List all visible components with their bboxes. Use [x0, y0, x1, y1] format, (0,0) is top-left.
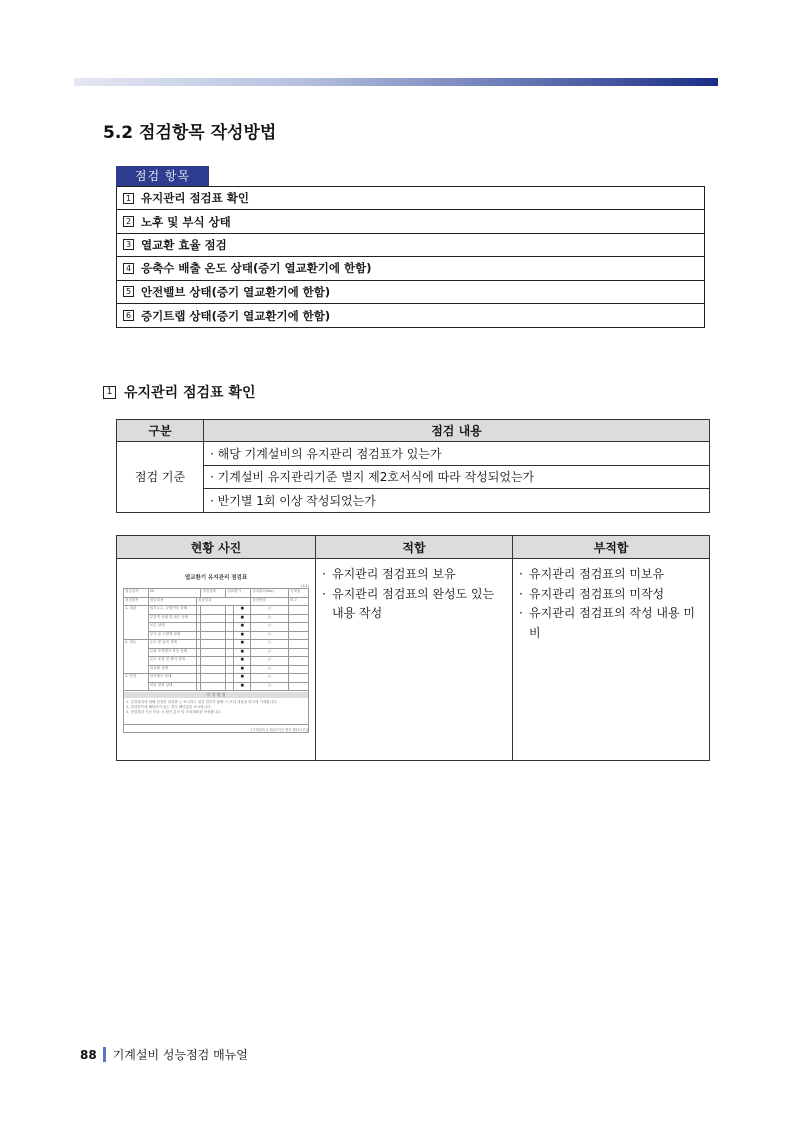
fit-criteria-cell [316, 559, 513, 761]
mini-blank-cell [226, 606, 234, 615]
mini-blank-cell [201, 674, 226, 683]
unfit-item [519, 565, 705, 585]
bullet-dot: · [519, 586, 523, 601]
subsection-title [103, 382, 255, 402]
item-label: 증기트랩 상태(증기 열교환기에 한함) [141, 308, 331, 323]
eval-header-unfit: 부적합 [513, 536, 710, 559]
mini-blank-cell [201, 640, 226, 649]
mini-blank-cell [201, 657, 226, 666]
mini-instruction-line: 2. 점검항목에 해당되지 않는 경우 해당없음 표시합니다. [126, 705, 212, 709]
mini-row-label: 유량 조정밸브 작동 상태 [148, 648, 196, 657]
mini-blank-cell [226, 640, 234, 649]
manual-title: 기계설비 성능점검 매뉴얼 [112, 1048, 248, 1062]
mini-note-cell [289, 606, 309, 615]
unfit-item-text: 유지관리 점검표의 미작성 [529, 586, 665, 601]
footer-divider [103, 1047, 106, 1062]
item-number-box: 3 [123, 239, 134, 250]
mini-blank-cell [226, 657, 234, 666]
mini-header-cell: 점검설비 [201, 589, 226, 598]
mini-note-cell [289, 648, 309, 657]
mini-blank-cell [226, 614, 234, 623]
item-number-box: 6 [123, 310, 134, 321]
criteria-header-content: 점검 내용 [204, 420, 710, 442]
bullet-dot: · [519, 606, 523, 620]
criteria-header-category: 구분 [117, 420, 204, 442]
mini-blank-cell [226, 623, 234, 632]
mini-circle-mark: ○ [251, 614, 289, 623]
mini-circle-mark: ○ [251, 665, 289, 674]
header-decoration-bar [74, 78, 718, 86]
mini-note-cell [289, 640, 309, 649]
criteria-item: · 기계설비 유지관리기준 별지 제2호서식에 따라 작성되었는가 [204, 465, 710, 489]
fit-item-text: 유지관리 점검표의 완성도 있는 내용 작성 [332, 586, 495, 620]
mini-col-header: 점검내용 [148, 597, 196, 606]
item-label: 열교환 효율 점검 [141, 237, 227, 252]
mini-circle-mark: ○ [251, 606, 289, 615]
criteria-item: · 해당 기계설비의 유지관리 점검표가 있는가 [204, 442, 710, 466]
mini-checked-mark: ■ [234, 665, 251, 674]
mini-row-label: 온도 조절 및 센서 상태 [148, 657, 196, 666]
bullet-dot: · [322, 586, 326, 601]
unfit-item [519, 585, 705, 605]
mini-form-instructions-title: 작 성 방 법 [124, 692, 308, 698]
mini-checked-mark: ■ [234, 614, 251, 623]
mini-note-cell [289, 682, 309, 691]
inspection-item [117, 304, 704, 327]
mini-row-label: 안전밸브 상태 [148, 674, 196, 683]
mini-form-page: (1/1) [300, 584, 309, 588]
mini-note-cell [289, 631, 309, 640]
inspection-item [117, 257, 704, 280]
mini-blank-cell [226, 648, 234, 657]
evaluation-table [116, 535, 710, 761]
mini-col-header: 점검결과 [196, 597, 250, 606]
inspection-item [117, 234, 704, 257]
mini-circle-mark: ○ [251, 631, 289, 640]
mini-row-label: 외부누수, 균열여부 상태 [148, 606, 196, 615]
mini-header-cell: 설치위치(No.) [251, 589, 289, 598]
page-number: 88 [80, 1047, 97, 1062]
inspection-item [117, 210, 704, 233]
criteria-table [116, 419, 710, 513]
mini-checked-mark: ■ [234, 631, 251, 640]
criteria-item: · 반기별 1회 이상 작성되었는가 [204, 489, 710, 513]
mini-blank-cell [201, 614, 226, 623]
mini-header-cell: 20 [148, 589, 201, 598]
mini-note-cell [289, 657, 309, 666]
mini-header-cell: 점검일자 [124, 589, 149, 598]
section-title: 5.2 점검항목 작성방법 [103, 123, 277, 143]
mini-blank-cell [201, 623, 226, 632]
mini-blank-cell [226, 682, 234, 691]
mini-row-label: 보온 상태 [148, 623, 196, 632]
status-photo-cell [117, 559, 316, 761]
mini-instruction-line: 1. 점검결과에 대해 점검한 결과를 ○ 표시하고 점검 결과가 불량 시 조치 내용을 비고에 기재합니다. [126, 700, 278, 704]
mini-note-cell [289, 665, 309, 674]
maintenance-checklist-image [123, 573, 309, 733]
inspection-items-list [116, 186, 705, 328]
item-number-box: 5 [123, 286, 134, 297]
mini-blank-cell [201, 648, 226, 657]
unfit-criteria-cell [513, 559, 710, 761]
mini-checked-mark: ■ [234, 640, 251, 649]
fit-item-text: 유지관리 점검표의 보유 [332, 567, 456, 581]
item-number-box: 4 [123, 263, 134, 274]
item-label: 노후 및 부식 상태 [141, 214, 231, 229]
subsection-title-text: 유지관리 점검표 확인 [124, 385, 256, 401]
mini-circle-mark: ○ [251, 623, 289, 632]
fit-item [322, 565, 508, 585]
mini-group-label: 3. 안전 [124, 674, 149, 691]
mini-header-cell: 열교환기 [226, 589, 251, 598]
mini-circle-mark: ○ [251, 657, 289, 666]
mini-note-cell [289, 614, 309, 623]
mini-row-label: 차압 장치 상태 [148, 682, 196, 691]
mini-circle-mark: ○ [251, 674, 289, 683]
mini-group-label: 1. 외관 [124, 606, 149, 640]
mini-blank-cell [226, 665, 234, 674]
item-number-box: 2 [123, 216, 134, 227]
eval-header-fit: 적합 [316, 536, 513, 559]
mini-checked-mark: ■ [234, 606, 251, 615]
mini-blank-cell [201, 665, 226, 674]
mini-form-reference: [기계설비 유지관리기준 별지 제2호서식] [123, 725, 309, 733]
mini-group-label: 2. 성능 [124, 640, 149, 674]
mini-col-header: 비고 [289, 597, 309, 606]
mini-blank-cell [201, 682, 226, 691]
mini-circle-mark: ○ [251, 648, 289, 657]
mini-form-title: 열교환기 유지관리 점검표 [184, 575, 248, 581]
item-label: 안전밸브 상태(증기 열교환기에 한함) [141, 284, 331, 299]
mini-blank-cell [226, 631, 234, 640]
bullet-dot: · [322, 567, 326, 581]
mini-header-cell: 기계실 [289, 589, 309, 598]
mini-circle-mark: ○ [251, 640, 289, 649]
mini-form-grid [123, 588, 309, 691]
unfit-item-text: 유지관리 점검표의 작성 내용 미비 [529, 606, 695, 640]
criteria-row-label: 점검 기준 [117, 442, 204, 513]
fit-item [322, 585, 508, 624]
mini-note-cell [289, 674, 309, 683]
mini-row-label: 부분적 상태 및 파손 상태 [148, 614, 196, 623]
mini-checked-mark: ■ [234, 648, 251, 657]
mini-row-label: 온도 및 압력 상태 [148, 640, 196, 649]
item-label: 응축수 배출 온도 상태(증기 열교환기에 한함) [141, 261, 372, 276]
mini-row-label: 부식 및 녹발생 상태 [148, 631, 196, 640]
eval-header-photo: 현황 사진 [117, 536, 316, 559]
mini-blank-cell [201, 606, 226, 615]
unfit-item-text: 유지관리 점검표의 미보유 [529, 567, 665, 581]
mini-col-header: 점검방법 [251, 597, 289, 606]
mini-row-label: 열교환 상태 [148, 665, 196, 674]
mini-checked-mark: ■ [234, 623, 251, 632]
mini-checked-mark: ■ [234, 674, 251, 683]
page-footer [80, 1046, 248, 1063]
bullet-dot: · [519, 567, 523, 581]
mini-form-instructions [123, 691, 309, 725]
mini-note-cell [289, 623, 309, 632]
mini-circle-mark: ○ [251, 682, 289, 691]
mini-col-header: 점검항목 [124, 597, 149, 606]
item-label: 유지관리 점검표 확인 [141, 191, 249, 206]
mini-blank-cell [201, 631, 226, 640]
unfit-item [519, 604, 705, 643]
item-number-box: 1 [123, 193, 134, 204]
subsection-number-box: 1 [103, 386, 116, 399]
mini-checked-mark: ■ [234, 657, 251, 666]
mini-blank-cell [226, 674, 234, 683]
mini-instruction-line: 3. 점검결과 기준 미달 시 원인 분석 및 조치계획을 작성합니다. [126, 710, 222, 714]
inspection-item [117, 187, 704, 210]
items-header-tab: 점검 항목 [116, 166, 209, 186]
inspection-item [117, 281, 704, 304]
mini-checked-mark: ■ [234, 682, 251, 691]
